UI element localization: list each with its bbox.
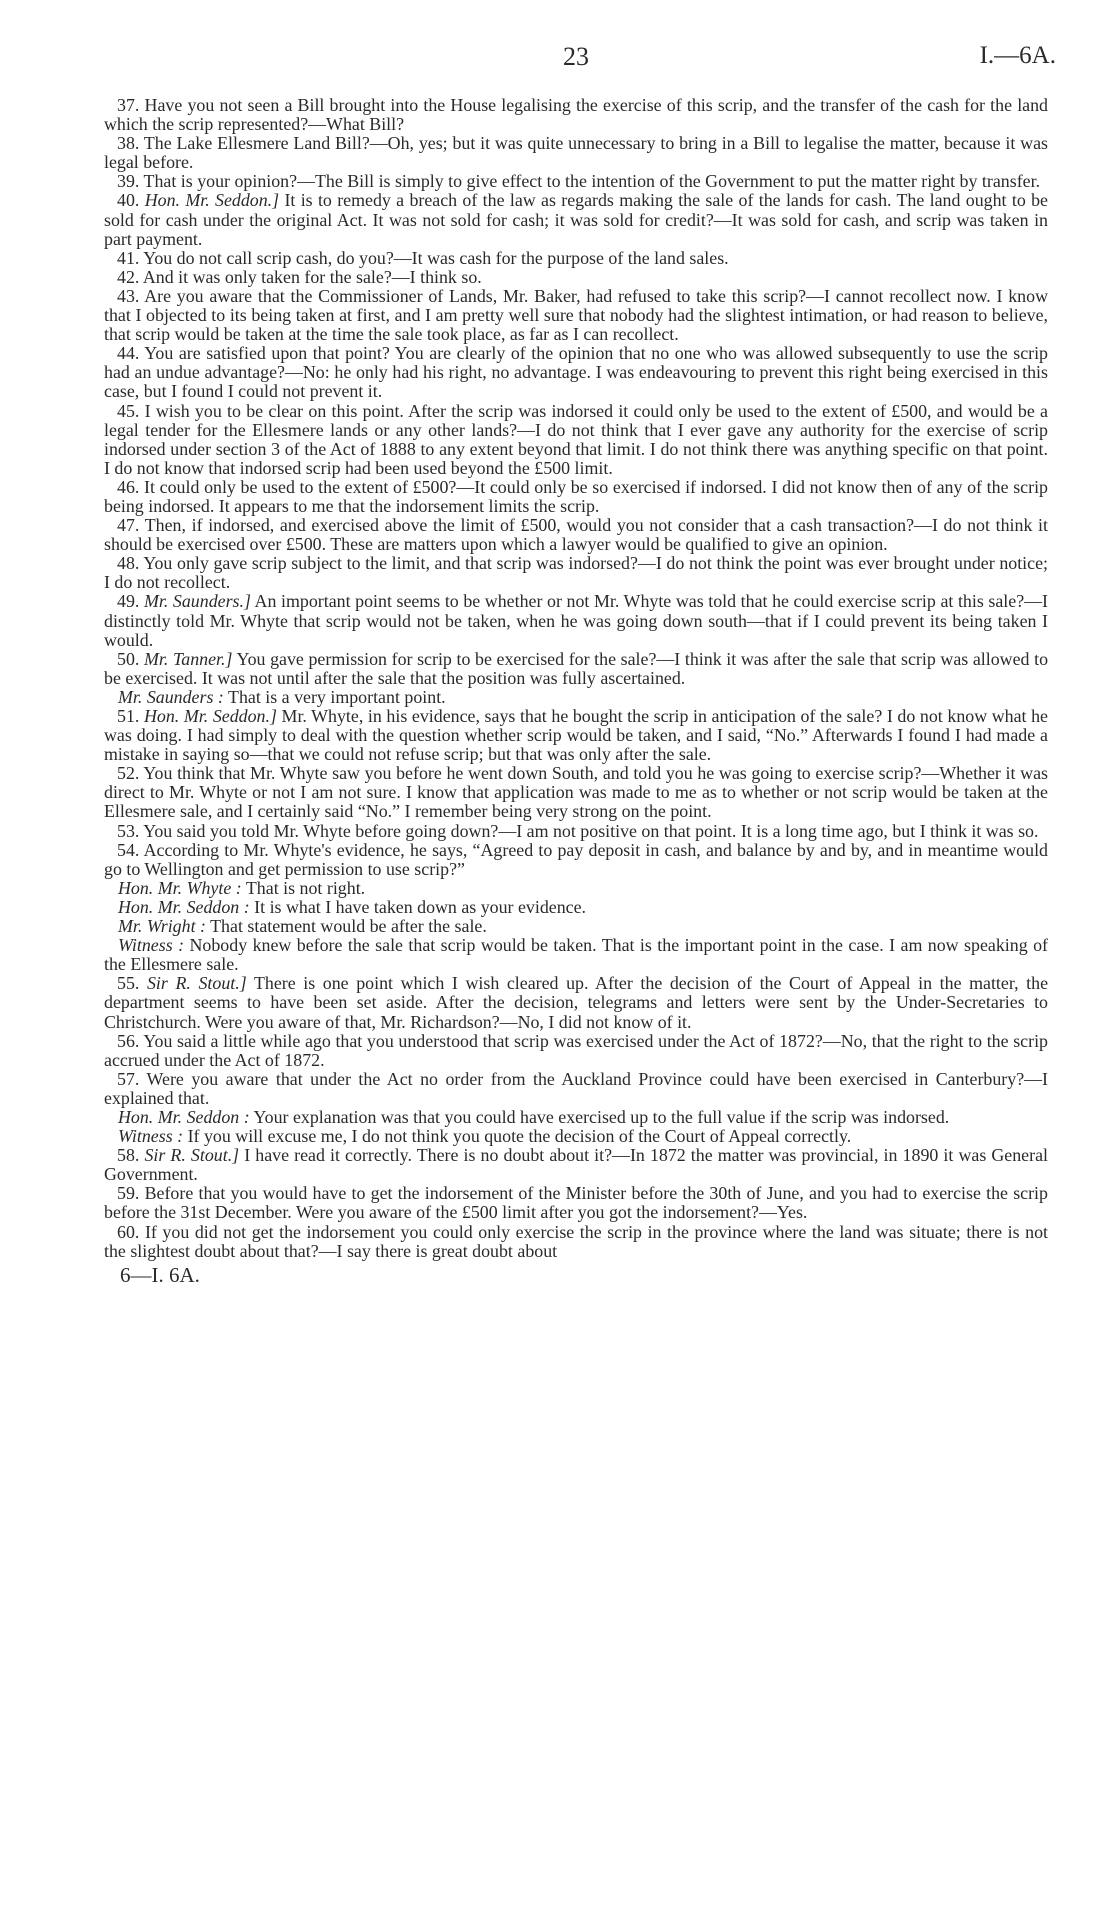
paragraph-text: It could only be used to the extent of £500?—It could only be so exercised if indorsed. I did not know then of any of the scrip being indorsed. It appears to me that the indorsement limits the scrip.: [104, 476, 1048, 516]
question-paragraph: [104, 134, 1048, 172]
speaker-name: Mr. Saunders :: [118, 686, 224, 707]
paragraph-text: Then, if indorsed, and exercised above the limit of £500, would you not consider that a cash transaction?—I do not think it should be exercised over £500. These are matters upon which a lawyer would be qualified to give an opinion.: [104, 515, 1048, 555]
question-number: 53.: [117, 820, 140, 841]
question-paragraph: [104, 172, 1048, 191]
question-paragraph: [104, 287, 1048, 344]
question-paragraph: [104, 402, 1048, 478]
question-paragraph: [104, 554, 1048, 592]
paragraph-text: Mr. Whyte, in his evidence, says that he bought the scrip in anticipation of the sale? I do not know what he was doing. I had simply to deal with the question whether scrip would be taken, and I said, “No.” Afterwards I found I had made a mistake in saying so—that we could not refuse scrip; but that was only after the sale.: [104, 706, 1048, 765]
paragraph-text: According to Mr. Whyte's evidence, he says, “Agreed to pay deposit in cash, and balance by and by, and in meantime would go to Wellington and get permission to use scrip?”: [104, 839, 1048, 879]
sheet-signature: 6—I. 6A.: [120, 1262, 200, 1287]
question-number: 46.: [117, 476, 140, 497]
paragraph-text: If you will excuse me, I do not think you quote the decision of the Court of Appeal correctly.: [187, 1126, 852, 1147]
question-paragraph: [104, 344, 1048, 401]
question-paragraph: [104, 764, 1048, 821]
question-number: 54.: [117, 839, 140, 860]
question-paragraph: [104, 822, 1048, 841]
question-number: 52.: [117, 763, 140, 784]
speaker-name: Sir R. Stout.]: [146, 973, 247, 994]
question-number: 38.: [117, 133, 140, 154]
speaker-name: Hon. Mr. Whyte :: [118, 877, 242, 898]
paragraph-text: That is a very important point.: [228, 686, 446, 707]
question-number: 47.: [117, 515, 140, 536]
paragraph-text: You are satisfied upon that point? You are clearly of the opinion that no one who was allowed subsequently to use the scrip had an undue advantage?—No: he only had his right, no advantage. I was endeavouring to prevent this right being exercised in this case, but I found I could not prevent it.: [104, 343, 1049, 402]
question-number: 39.: [117, 171, 140, 192]
document-page: [104, 34, 1056, 1288]
paragraph-text: You think that Mr. Whyte saw you before he went down South, and told you he was going to exercise scrip?—Whether it was direct to Mr. Whyte or not I am not sure. I know that application was made to me as to whether or not scrip would be taken at the Ellesmere sale, and I certainly said “No.” I remember being very strong on the point.: [104, 763, 1048, 822]
speaker-name: Mr. Wright :: [118, 916, 206, 937]
question-number: 48.: [117, 553, 140, 574]
question-paragraph: [104, 1032, 1048, 1070]
question-paragraph: [104, 478, 1048, 516]
question-paragraph: [104, 974, 1048, 1031]
question-paragraph: [104, 841, 1048, 879]
paragraph-text: It is what I have taken down as your evidence.: [254, 896, 587, 917]
paragraph-text: It is to remedy a breach of the law as regards making the sale of the lands for cash. The land ought to be sold for cash under the original Act. It was not sold for cash; it was sold for credit?—It was sold for cash, and scrip was taken in part payment.: [104, 190, 1048, 249]
paragraph-text: There is one point which I wish cleared up. After the decision of the Court of Appeal in the matter, the department seems to have been set aside. After the decision, telegrams and letters were sent by the Under-Secretaries to Christchurch. Were you aware of that, Mr. Richardson?—No, I did not know of it.: [104, 973, 1049, 1032]
paragraph-text: I wish you to be clear on this point. After the scrip was indorsed it could only be used to the extent of £500, and would be a legal tender for the Ellesmere lands or any other lands?—I do not think that I ever gave any authority for the exercise of scrip indorsed under section 3 of the Act of 1888 to any extent beyond that limit. I do not think there was anything specific on that point. I do not know that indorsed scrip had been used beyond the £500 limit.: [104, 400, 1048, 478]
question-number: 45.: [117, 400, 140, 421]
page-number: 23: [563, 42, 589, 71]
question-number: 55.: [117, 973, 140, 994]
paragraph-text: Are you aware that the Commissioner of Lands, Mr. Baker, had refused to take this scrip?—I cannot recollect now. I know that I objected to its being taken at first, and I am pretty well sure that nobody had the slightest intimation, or had reason to believe, that scrip would be taken at the time the sale took place, as far as I can recollect.: [104, 285, 1048, 345]
paragraph-text: You said you told Mr. Whyte before going down?—I am not positive on that point. It is a long time ago, but I think it was so.: [143, 820, 1039, 841]
question-paragraph: [104, 1127, 1048, 1146]
paper-reference: I.—6A.: [979, 42, 1056, 69]
paragraph-text: I have read it correctly. There is no doubt about it?—In 1872 the matter was provincial, in 1890 it was General Government.: [104, 1145, 1048, 1185]
question-paragraph: [104, 936, 1048, 974]
speaker-name: Witness :: [118, 935, 185, 956]
question-paragraph: [104, 191, 1048, 248]
question-paragraph: [104, 1146, 1048, 1184]
question-number: 51.: [117, 706, 140, 726]
question-paragraph: [104, 592, 1048, 649]
speaker-name: Mr. Tanner.]: [144, 648, 233, 669]
question-paragraph: [104, 516, 1048, 554]
paragraph-text: Were you aware that under the Act no order from the Auckland Province could have been exercised in Canterbury?—I explained that.: [104, 1068, 1048, 1108]
question-paragraph: [104, 898, 1048, 917]
question-number: 40.: [117, 190, 140, 211]
paragraph-text: If you did not get the indorsement you could only exercise the scrip in the province where the land was situate; there is not the slightest doubt about that?—I say there is great doubt about: [104, 1221, 1048, 1261]
paragraph-text: And it was only taken for the sale?—I think so.: [142, 266, 482, 287]
question-paragraph: [104, 879, 1048, 898]
paragraph-text: That is your opinion?—The Bill is simply to give effect to the intention of the Government to put the matter right by transfer.: [143, 171, 1041, 192]
minutes-of-evidence: [104, 96, 1048, 1261]
question-number: 41.: [117, 247, 140, 268]
question-number: 56.: [117, 1030, 140, 1051]
speaker-name: Mr. Saunders.]: [143, 591, 251, 612]
question-number: 57.: [117, 1068, 140, 1089]
question-number: 43.: [117, 285, 140, 306]
question-paragraph: [104, 1070, 1048, 1108]
question-paragraph: [104, 917, 1048, 936]
question-number: 37.: [117, 95, 140, 115]
question-paragraph: [104, 650, 1048, 688]
paragraph-text: You gave permission for scrip to be exercised for the sale?—I think it was after the sale that scrip was allowed to be exercised. It was not until after the sale that the position was fully ascertained.: [104, 648, 1049, 688]
paragraph-text: Have you not seen a Bill brought into the House legalising the exercise of this scrip, and the transfer of the cash for the land which the scrip represented?—What Bill?: [104, 95, 1048, 135]
question-paragraph: [104, 688, 1048, 707]
question-number: 59.: [117, 1183, 140, 1204]
question-number: 60.: [117, 1221, 140, 1242]
question-paragraph: [104, 707, 1048, 764]
speaker-name: Hon. Mr. Seddon.]: [144, 190, 280, 211]
paragraph-text: You said a little while ago that you understood that scrip was exercised under the Act of 1872?—No, that the right to the scrip accrued under the Act of 1872.: [104, 1030, 1048, 1070]
paragraph-text: You only gave scrip subject to the limit, and that scrip was indorsed?—I do not think the point was ever brought under notice; I do not recollect.: [104, 553, 1049, 593]
question-number: 58.: [117, 1145, 140, 1166]
page-header: [104, 34, 1056, 74]
speaker-name: Hon. Mr. Seddon.]: [143, 706, 277, 726]
question-paragraph: [104, 1108, 1048, 1127]
question-paragraph: [104, 268, 1048, 287]
speaker-name: Sir R. Stout.]: [144, 1145, 240, 1166]
question-number: 50.: [117, 648, 140, 669]
question-paragraph: [104, 1184, 1048, 1222]
paragraph-text: The Lake Ellesmere Land Bill?—Oh, yes; but it was quite unnecessary to bring in a Bill to legalise the matter, because it was legal before.: [104, 133, 1048, 173]
paragraph-text: That is not right.: [245, 877, 366, 898]
speaker-name: Hon. Mr. Seddon :: [118, 896, 250, 917]
paragraph-text: Nobody knew before the sale that scrip would be taken. That is the important point in the case. I am now speaking of the Ellesmere sale.: [104, 935, 1048, 975]
question-number: 49.: [117, 591, 140, 612]
question-paragraph: [104, 249, 1048, 268]
paragraph-text: You do not call scrip cash, do you?—It was cash for the purpose of the land sales.: [143, 247, 729, 268]
paragraph-text: That statement would be after the sale.: [210, 916, 487, 937]
question-paragraph: [104, 1223, 1048, 1261]
question-paragraph: [104, 96, 1048, 134]
paragraph-text: Before that you would have to get the indorsement of the Minister before the 30th of June, and you had to exercise the scrip before the 31st December. Were you aware of the £500 limit after you got the indorsement?—Yes.: [104, 1183, 1048, 1223]
question-number: 44.: [117, 343, 140, 364]
speaker-name: Witness :: [118, 1126, 184, 1147]
paragraph-text: Your explanation was that you could have exercised up to the full value if the scrip was indorsed.: [253, 1106, 950, 1127]
speaker-name: Hon. Mr. Seddon :: [118, 1106, 250, 1127]
paragraph-text: An important point seems to be whether or not Mr. Whyte was told that he could exercise scrip at this sale?—I distinctly told Mr. Whyte that scrip would not be taken, when he was going down south—that if I could prevent its being taken I would.: [104, 591, 1048, 650]
question-number: 42.: [117, 266, 140, 287]
